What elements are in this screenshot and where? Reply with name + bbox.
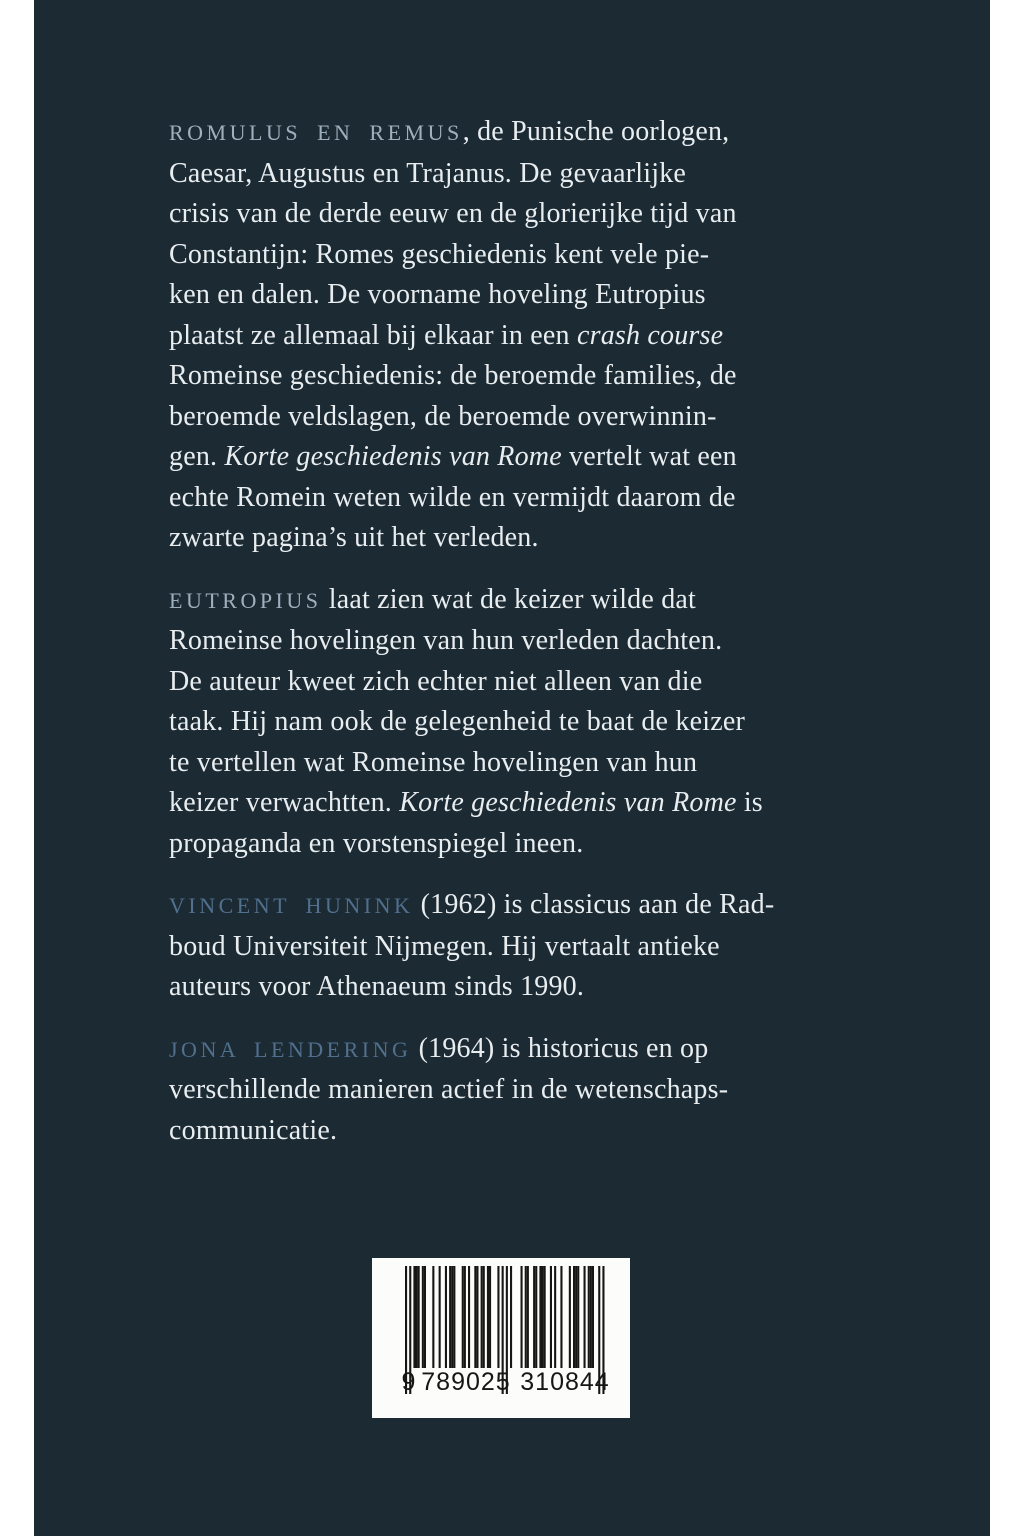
text-segment: crisis van de derde eeuw en de glorierijke tijd van bbox=[169, 198, 737, 229]
small-caps-name: VINCENT HUNINK bbox=[169, 893, 414, 918]
text-segment: propaganda en vorstenspiegel ineen. bbox=[169, 827, 584, 859]
italic-book-title: Korte geschiedenis van Rome bbox=[224, 441, 562, 472]
text-line bbox=[169, 1029, 899, 1071]
small-caps-name: EUTROPIUS bbox=[169, 587, 322, 613]
text-segment: vertelt wat een bbox=[561, 441, 737, 472]
book-back-cover bbox=[34, 0, 990, 1536]
text-line bbox=[169, 235, 899, 276]
text-line bbox=[169, 662, 899, 703]
text-segment: communicatie. bbox=[169, 1114, 338, 1146]
text-segment: Caesar, Augustus en Trajanus. De gevaarlijke bbox=[169, 157, 687, 189]
text-line bbox=[169, 194, 899, 235]
text-segment: (1964) is historicus en op bbox=[411, 1032, 709, 1064]
text-line bbox=[169, 437, 899, 478]
text-line bbox=[169, 743, 899, 784]
text-segment: Romeinse geschiedenis: de beroemde families, de bbox=[169, 360, 737, 391]
text-segment: te vertellen wat Romeinse hovelingen van hun bbox=[169, 746, 698, 778]
text-line bbox=[169, 967, 899, 1008]
text-segment: taak. Hij nam ook de gelegenheid te baat de keizer bbox=[169, 706, 745, 737]
barcode-bars bbox=[391, 1266, 611, 1406]
text-line bbox=[169, 275, 899, 316]
text-segment: beroemde veldslagen, de beroemde overwinnin- bbox=[169, 400, 717, 432]
text-segment: auteurs voor Athenaeum sinds 1990. bbox=[169, 971, 585, 1002]
barcode-digit-group-1: 9 bbox=[401, 1368, 417, 1396]
barcode-digit-group-2: 789025 bbox=[421, 1368, 511, 1396]
text-segment: is bbox=[736, 787, 763, 818]
text-segment: ken en dalen. De voorname hoveling Eutropius bbox=[169, 279, 706, 310]
barcode-digit-group-3: 310844 bbox=[520, 1368, 610, 1396]
text-segment: gen. bbox=[169, 441, 225, 472]
text-line bbox=[169, 112, 899, 154]
text-segment: Constantijn: Romes geschiedenis kent vele pie- bbox=[169, 238, 710, 270]
text-segment: keizer verwachtten. bbox=[169, 787, 400, 818]
text-line bbox=[169, 154, 899, 195]
italic-book-title: crash course bbox=[576, 319, 724, 351]
text-line bbox=[169, 702, 899, 743]
text-line bbox=[169, 397, 899, 438]
bio-paragraph-jona-lendering bbox=[169, 1029, 899, 1152]
text-line bbox=[169, 621, 899, 662]
text-line bbox=[169, 783, 899, 824]
text-segment: Romeinse hovelingen van hun verleden dachten. bbox=[169, 625, 723, 656]
text-line bbox=[169, 356, 899, 397]
blurb-paragraph-intro bbox=[169, 112, 899, 559]
text-segment: boud Universiteit Nijmegen. Hij vertaalt antieke bbox=[169, 930, 720, 962]
small-caps-name: JONA LENDERING bbox=[169, 1036, 412, 1062]
text-line bbox=[169, 1111, 899, 1152]
text-line bbox=[169, 927, 899, 968]
bio-paragraph-vincent-hunink bbox=[169, 885, 899, 1008]
italic-book-title: Korte geschiedenis van Rome bbox=[399, 787, 737, 818]
text-line bbox=[169, 478, 899, 519]
text-segment: , de Punische oorlogen, bbox=[462, 116, 730, 147]
text-line bbox=[169, 885, 899, 927]
text-line bbox=[169, 1070, 899, 1111]
text-line bbox=[169, 518, 899, 559]
blurb-paragraph-eutropius bbox=[169, 580, 899, 865]
text-segment: (1962) is classicus aan de Rad- bbox=[413, 889, 775, 920]
text-line bbox=[169, 316, 899, 357]
text-segment: verschillende manieren actief in de wetenschaps- bbox=[169, 1074, 729, 1105]
blurb-text-block bbox=[169, 112, 899, 1172]
text-segment: laat zien wat de keizer wilde dat bbox=[321, 583, 697, 615]
text-segment: echte Romein weten wilde en vermijdt daarom de bbox=[169, 481, 736, 513]
text-segment: plaatst ze allemaal bij elkaar in een bbox=[169, 319, 577, 351]
text-line bbox=[169, 824, 899, 865]
barcode bbox=[372, 1258, 630, 1418]
small-caps-name: ROMULUS EN REMUS bbox=[169, 120, 463, 145]
text-line bbox=[169, 580, 899, 622]
text-segment: De auteur kweet zich echter niet alleen van die bbox=[169, 665, 703, 697]
text-segment: zwarte pagina’s uit het verleden. bbox=[169, 522, 539, 553]
